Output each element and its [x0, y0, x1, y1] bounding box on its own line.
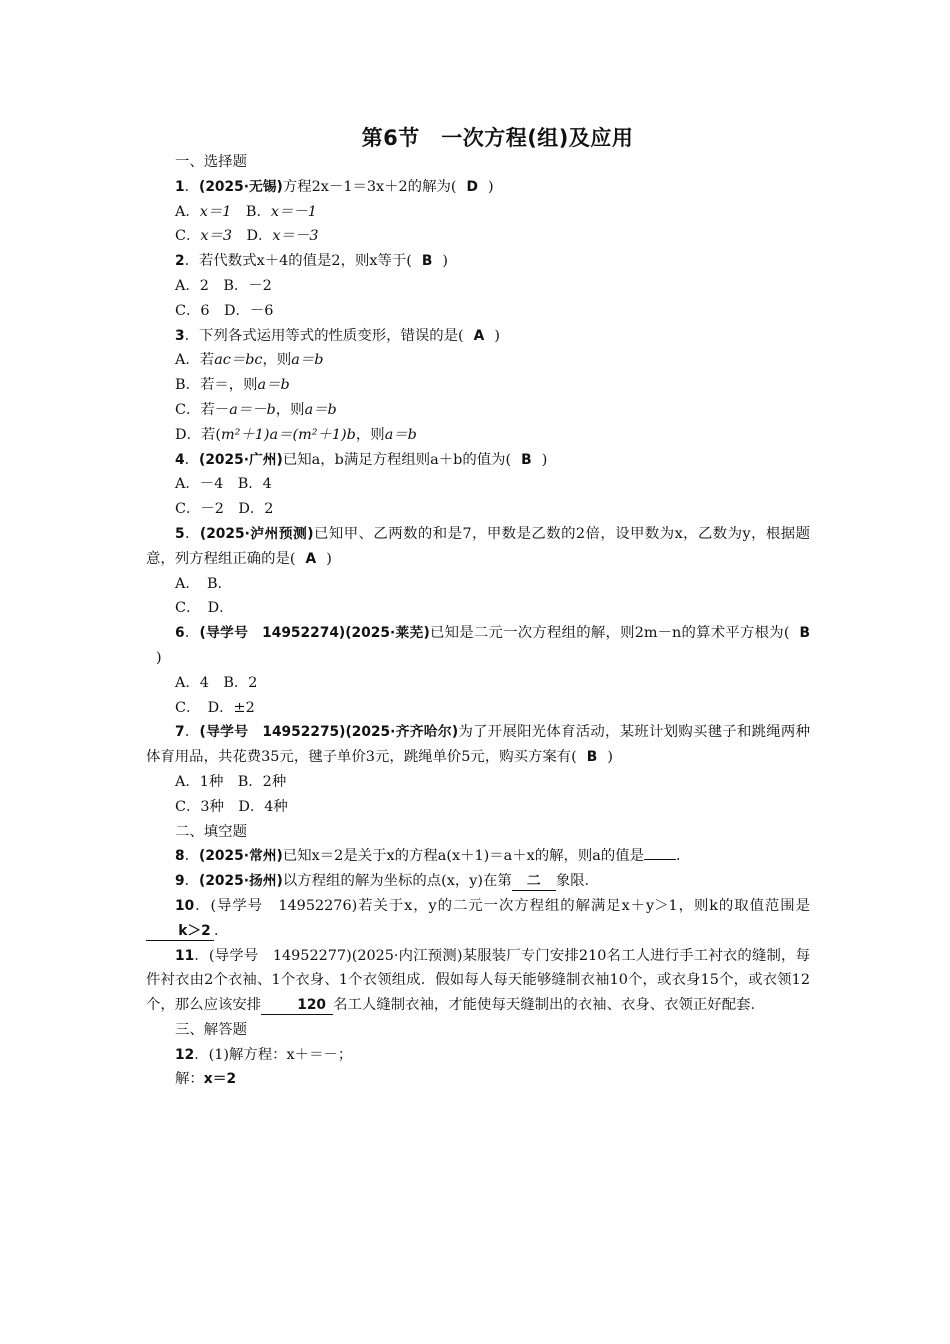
question-source: (2025·泸州预测) — [199, 525, 314, 542]
question-stem: 为了开展阳光体育活动，某班计划购买毽子和跳绳两种体育用品，共花费35元，毽子单价3元，跳绳单价5元，购买方案有( — [146, 724, 810, 766]
options-row: C．3种 D．4种 — [175, 798, 288, 815]
solution — [146, 1067, 810, 1092]
options-row: C． D．±2 — [175, 699, 255, 716]
question-source: (导学号 14952276) — [210, 897, 358, 914]
options-row: A．4 B．2 — [175, 674, 258, 691]
question-stem: 已知甲、乙两数的和是7，甲数是乙数的2倍，设甲数为x，乙数为y，根据题意，列方程组正确的是( — [146, 525, 810, 567]
question-number: 3 — [175, 327, 185, 344]
question-number: 10 — [175, 897, 195, 914]
answer: 120 — [297, 997, 327, 1014]
question-stem-cont: 名工人缝制衣袖，才能使每天缝制出的衣袖、衣身、衣领正好配套． — [333, 997, 765, 1014]
question-8: 8．(2025·常州)已知x＝2是关于x的方程a(x＋1)＝a＋x的解，则a的值是 ． — [175, 848, 691, 865]
answer-blank — [261, 996, 333, 1015]
options-row: C．x＝3 D．x＝－3 — [175, 228, 319, 245]
question-4: 4．(2025·广州)已知a，b满足方程组则a＋b的值为( B ) — [175, 451, 548, 468]
question-7: 7．(导学号 14952275)(2025·齐齐哈尔)为了开展阳光体育活动，某班计划购买毽子和跳绳两种体育用品，共花费35元，毽子单价3元，跳绳单价5元，购买方案有( B ) — [146, 724, 810, 766]
question-stem: 方程2x－1＝3x＋2的解为( — [282, 178, 457, 195]
answer: A — [305, 550, 317, 567]
document-body — [146, 150, 810, 1092]
question-number: 8 — [175, 848, 185, 865]
question-11: 11．(导学号 14952277)(2025·内江预测)某服装厂专门安排210名工人进行手工衬衣的缝制，每件衬衣由2个衣袖、1个衣身、1个衣领组成．假如每人每天能够缝制衣袖10个，或衣身15个，或衣领12个，那么应该安排 120 名工人缝制衣袖，才能使每天缝制出的衣袖、衣身、衣领正好配套． — [146, 947, 810, 1014]
option-b: B．若＝，则a＝b — [175, 377, 290, 394]
answer: B — [521, 451, 532, 468]
page-title: 第6节 一次方程(组)及应用 — [361, 126, 634, 150]
answer-blank — [512, 872, 556, 891]
question-number: 2 — [175, 253, 185, 270]
answer-blank — [146, 922, 214, 941]
question-5: 5．(2025·泸州预测)已知甲、乙两数的和是7，甲数是乙数的2倍，设甲数为x，乙数为y，根据题意，列方程组正确的是( A ) — [146, 525, 810, 567]
question-source: (2025·广州) — [199, 451, 283, 468]
question-source: (2025·常州) — [199, 848, 283, 865]
question-source: (2025·无锡) — [199, 178, 283, 195]
question-12: 12．(1)解方程：x＋＝－； — [175, 1046, 353, 1063]
answer: B — [799, 625, 810, 642]
question-10: 10．(导学号 14952276)若关于x，y的二元一次方程组的解满足x＋y＞1，则k的取值范围是k＞2 ． — [146, 894, 810, 944]
question-stem: 某服装厂专门安排210名工人进行手工衬衣的缝制，每件衬衣由2个衣袖、1个衣身、1个衣领组成．假如每人每天能够缝制衣袖10个，或衣身15个，或衣领12个，那么应该安排 — [146, 947, 810, 1014]
question-number: 1 — [175, 178, 185, 195]
section-heading-solve: 三、解答题 — [175, 1021, 247, 1038]
answer: k＞2 — [178, 922, 211, 939]
section-heading-choice: 一、选择题 — [175, 154, 247, 170]
answer: A — [473, 327, 485, 344]
question-9: 9．(2025·扬州)以方程组的解为坐标的点(x，y)在第 二 象限． — [175, 873, 600, 890]
question-stem: (1)解方程：x＋＝－； — [208, 1046, 353, 1063]
question-stem: 下列各式运用等式的性质变形，错误的是( — [199, 327, 464, 344]
question-number: 9 — [175, 873, 185, 890]
option-c: C．若－a＝－b，则a＝b — [175, 401, 337, 418]
option-a: A．若ac＝bc，则a＝b — [175, 352, 324, 369]
question-6: 6．(导学号 14952274)(2025·莱芜)已知是二元一次方程组的解，则2m－n的算术平方根为( B) — [156, 625, 810, 666]
question-stem: 若代数式x＋4的值是2，则x等于( — [199, 253, 412, 270]
section-heading-fill: 二、填空题 — [175, 823, 247, 840]
options-row: A．2 B．－2 — [175, 277, 272, 294]
answer: 二 — [526, 873, 541, 890]
options-row: A．x＝1 B．x＝－1 — [175, 203, 317, 220]
question-number: 12 — [175, 1046, 195, 1063]
solution-value: x＝2 — [203, 1071, 237, 1088]
options-row: C．6 D．－6 — [175, 302, 274, 319]
question-number: 7 — [175, 724, 185, 741]
question-3: 3．下列各式运用等式的性质变形，错误的是( A ) — [175, 327, 500, 344]
option-d: D．若(m²＋1)a＝(m²＋1)b，则a＝b — [175, 426, 417, 443]
question-stem: 已知a，b满足方程组则a＋b的值为( — [282, 451, 512, 468]
question-stem: 以方程组的解为坐标的点(x，y)在第 — [282, 873, 512, 890]
question-number: 6 — [175, 625, 185, 642]
question-2: 2．若代数式x＋4的值是2，则x等于( B ) — [175, 253, 449, 270]
question-number: 4 — [175, 451, 185, 468]
answer-blank — [644, 859, 676, 860]
question-1: 1．(2025·无锡)方程2x－1＝3x＋2的解为( D ) — [175, 178, 494, 195]
options-row: C． D． — [175, 600, 234, 617]
options-row: A．1种 B．2种 — [175, 773, 287, 790]
question-stem: 若关于x，y的二元一次方程组的解满足x＋y＞1，则k的取值范围是 — [357, 897, 810, 914]
question-source: (2025·扬州) — [199, 873, 283, 890]
options-row: A．－4 B．4 — [175, 476, 272, 493]
question-number: 5 — [175, 525, 185, 542]
options-row: C．－2 D．2 — [175, 501, 274, 518]
question-stem: 已知x＝2是关于x的方程a(x＋1)＝a＋x的解，则a的值是 — [282, 848, 645, 865]
question-stem: 已知是二元一次方程组的解，则2m－n的算术平方根为( — [429, 625, 790, 642]
question-source: (导学号 14952275)(2025·齐齐哈尔) — [199, 724, 459, 741]
options-row: A． B． — [175, 575, 232, 592]
question-source: (导学号 14952274)(2025·莱芜) — [199, 625, 430, 642]
answer: D — [466, 178, 478, 195]
answer: B — [421, 253, 433, 270]
answer: B — [586, 749, 598, 766]
question-source: (导学号 14952277)(2025·内江预测) — [208, 947, 463, 964]
question-number: 11 — [175, 947, 195, 964]
solution-label: 解： — [175, 1071, 204, 1088]
